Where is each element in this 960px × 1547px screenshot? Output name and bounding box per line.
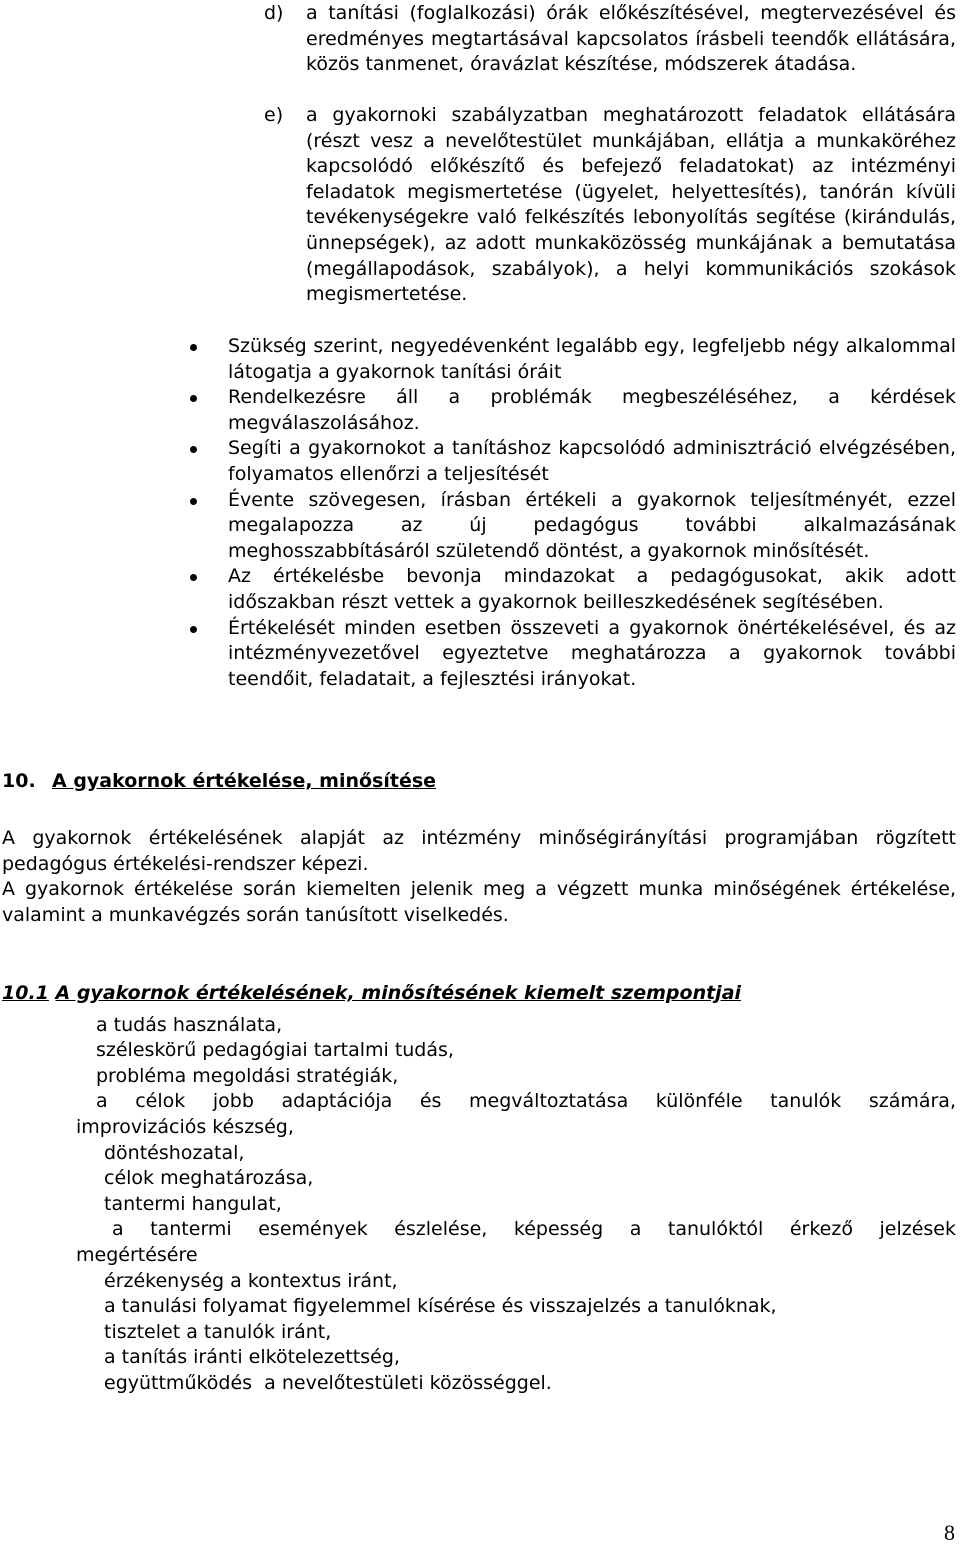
list-item	[190, 616, 956, 693]
mentor-duties-list	[190, 334, 956, 692]
criteria-item: megértésére	[76, 1244, 198, 1266]
criteria-item: a tantermi események észlelése, képesség a tanulóktól érkező jelzések	[112, 1218, 956, 1240]
criteria-item: tantermi hangulat,	[104, 1193, 282, 1215]
section-number: 10.	[2, 770, 36, 792]
bullet-icon	[190, 498, 197, 505]
section-paragraph: A gyakornok értékelése során kiemelten jelenik meg a végzett munka minőségének értékelése, valamint a munkavégzés során tanúsított viselkedés.	[2, 878, 956, 926]
bullet-icon	[190, 395, 197, 402]
bullet-icon	[190, 626, 197, 633]
list-item	[190, 436, 956, 487]
section-heading-10-1	[2, 981, 741, 1007]
bullet-icon	[190, 574, 197, 581]
criteria-item: a tanulási folyamat figyelemmel kísérése és visszajelzés a tanulóknak,	[104, 1295, 777, 1317]
section-heading-10	[2, 769, 436, 795]
criteria-item: célok meghatározása,	[104, 1167, 314, 1189]
bullet-icon	[190, 344, 197, 351]
bullet-text: Segíti a gyakornokot a tanításhoz kapcsolódó adminisztráció elvégzésében, folyamatos ellenőrzi a teljesítését	[228, 437, 956, 485]
section-title: A gyakornok értékelése, minősítése	[52, 770, 437, 792]
bullet-icon	[190, 446, 197, 453]
list-item	[190, 334, 956, 385]
page-number: 8	[944, 1520, 955, 1545]
item-text: a tanítási (foglalkozási) órák előkészítésével, megtervezésével és eredményes megtartásával kapcsolatos írásbeli teendők ellátására, közös tanmenet, óravázlat készítése, módszerek átadása.	[306, 2, 956, 76]
section-title: A gyakornok értékelésének, minősítésének kiemelt szempontjai	[55, 982, 742, 1004]
criteria-item: széleskörű pedagógiai tartalmi tudás,	[96, 1039, 454, 1061]
bullet-text: Értékelését minden esetben összeveti a gyakornok önértékelésével, és az intézményvezetővel egyeztetve meghatározza a gyakornok további teendőit, feladatait, a fejlesztési irányokat.	[228, 616, 956, 690]
section-paragraph: A gyakornok értékelésének alapját az intézmény minőségirányítási programjában rögzített pedagógus értékelési-rendszer képezi.	[2, 827, 956, 875]
criteria-item: improvizációs készség,	[76, 1116, 294, 1138]
criteria-item: a célok jobb adaptációja és megváltoztatása különféle tanulók számára,	[96, 1090, 956, 1112]
criteria-item: probléma megoldási stratégiák,	[96, 1065, 399, 1087]
criteria-item: érzékenység a kontextus iránt,	[104, 1270, 398, 1292]
list-item-e	[264, 103, 956, 308]
criteria-item: együttműködés a nevelőtestületi közösséggel.	[104, 1372, 552, 1394]
criteria-item: a tanítás iránti elkötelezettség,	[104, 1346, 400, 1368]
bullet-text: Évente szövegesen, írásban értékeli a gyakornok teljesítményét, ezzel megalapozza az új pedagógus további alkalmazásának meghosszabbításáról születendő döntést, a gyakornok minősítését.	[228, 488, 956, 562]
bullet-text: Az értékelésbe bevonja mindazokat a pedagógusokat, akik adott időszakban részt vettek a gyakornok beilleszkedésének segítésében.	[228, 565, 956, 613]
criteria-item: döntéshozatal,	[104, 1142, 245, 1164]
criteria-item: a tudás használata,	[96, 1014, 283, 1036]
bullet-text: Szükség szerint, negyedévenként legalább egy, legfeljebb négy alkalommal látogatja a gyakornok tanítási óráit	[228, 335, 956, 383]
list-item	[190, 564, 956, 615]
list-item-d	[264, 1, 956, 78]
list-item	[190, 488, 956, 565]
item-label: d)	[264, 2, 284, 24]
item-text: a gyakornoki szabályzatban meghatározott feladatok ellátására (részt vesz a nevelőtestület munkájában, ellátja a munkaköréhez kapcsolódó előkészítő és befejező feladatokat) az intézményi feladatok megismertetése (ügyelet, helyettesítés), tanórán kívüli tevékenységekre való felkészítés lebonyolítás segítése (kirándulás, ünnepségek), az adott munkaközösség munkájának a bemutatása (megállapodások, szabályok), a helyi kommunikációs szokások megismertetése.	[306, 104, 956, 306]
item-label: e)	[264, 104, 284, 126]
bullet-text: Rendelkezésre áll a problémák megbeszéléséhez, a kérdések megválaszolásához.	[228, 386, 956, 434]
list-item	[190, 385, 956, 436]
section-number: 10.1	[2, 982, 49, 1004]
criteria-item: tisztelet a tanulók iránt,	[104, 1321, 332, 1343]
